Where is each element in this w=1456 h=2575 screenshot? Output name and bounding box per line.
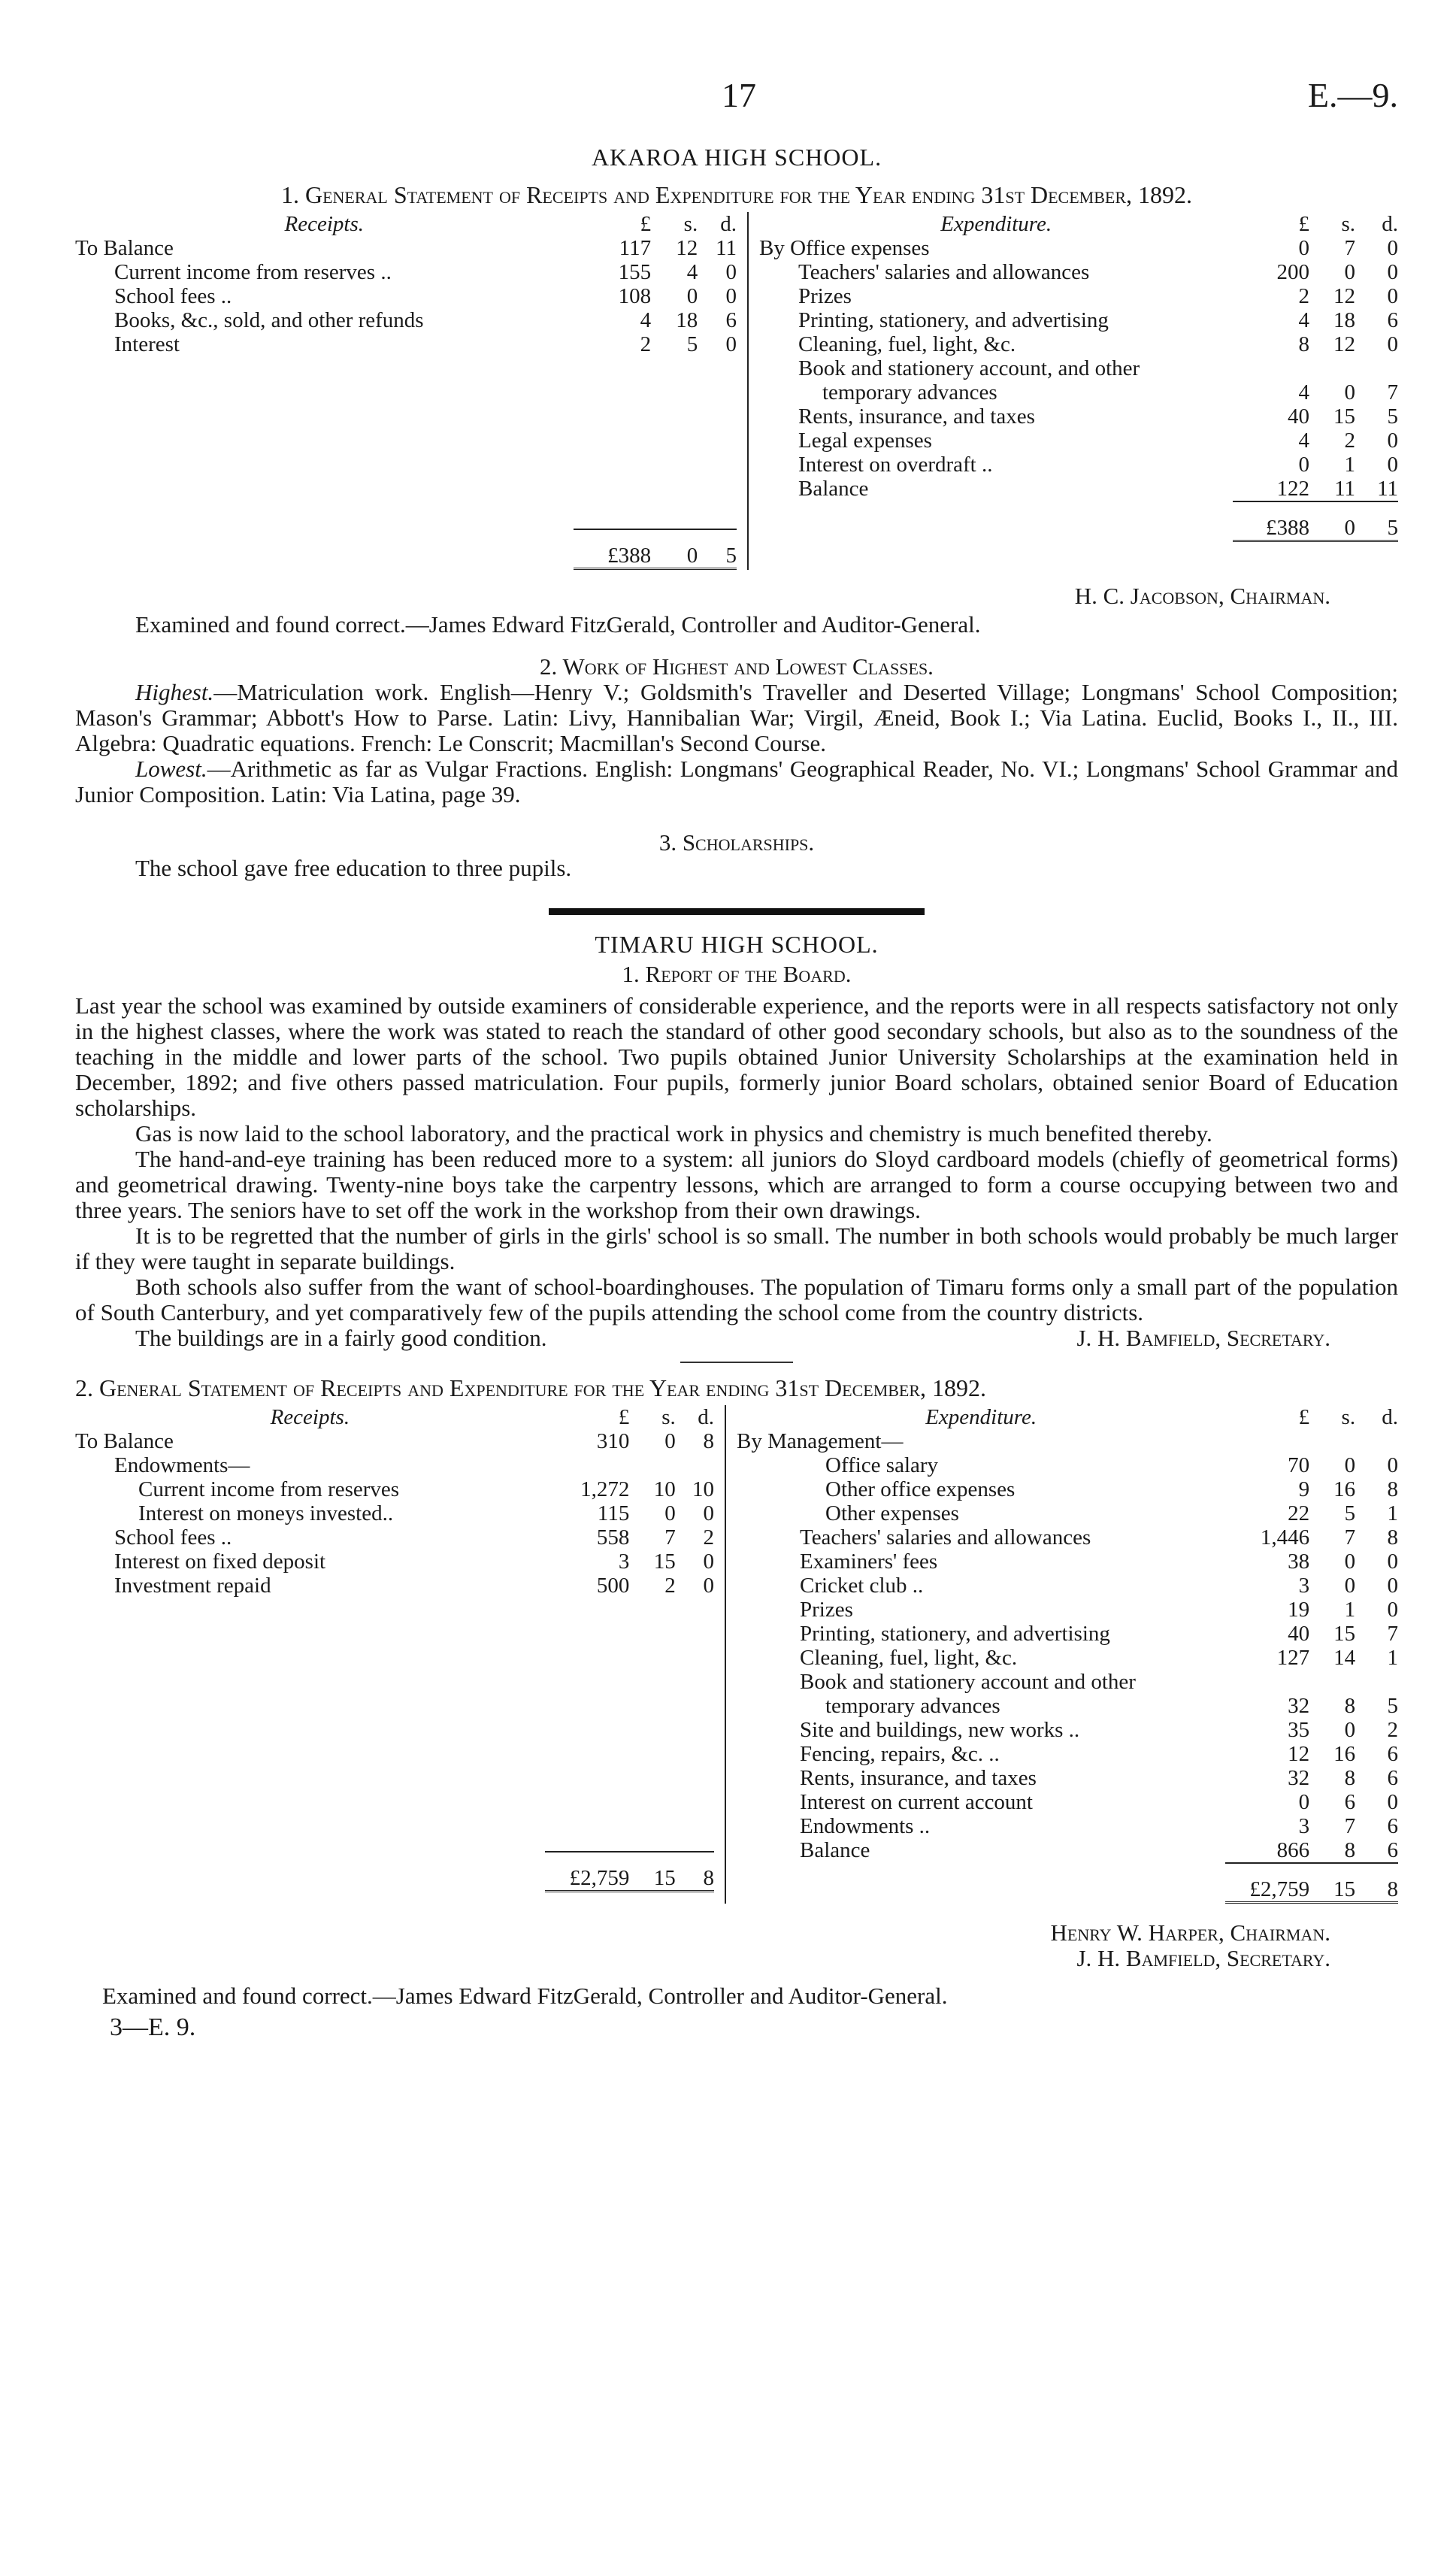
table-row: To Balance 310 0 8 <box>75 1429 714 1453</box>
table-row: To Balance 117 12 11 <box>75 236 737 260</box>
table-row: Cleaning, fuel, light, &c. 8 12 0 <box>798 332 1398 356</box>
akaroa-expenditure-table: Expenditure. £ s. d. By Office expenses 0 7 0 Teachers' salaries and allowances 200 0 0 Prizes 2 12 0 Printing, stationery, and advertising 4 18 6 Cleaning, fuel, light, &c. 8 12 0 Book and stationery account, and other temporary advances 4 0 7 Rents, insurance, and taxes 40 15 5 Legal expenses 4 2 0 Interest on overdraft .. 0 1 0 Balance 122 11 11 £388 0 5 <box>759 212 1398 540</box>
document-code: E.—9. <box>1307 76 1398 114</box>
table-row: Printing, stationery, and advertising 40 15 7 <box>800 1622 1398 1646</box>
table-row: Current income from reserves 1,272 10 10 <box>138 1477 714 1501</box>
table-row: Current income from reserves .. 155 4 0 <box>114 260 737 284</box>
table-row: temporary advances 4 0 7 <box>822 380 1398 404</box>
table-row: By Office expenses 0 7 0 <box>759 236 1398 260</box>
akaroa-statement-title: 1. General Statement of Receipts and Expenditure for the Year ending 31st December, 1892. <box>280 181 1193 208</box>
footer-code: 3—E. 9. <box>110 2013 196 2041</box>
akaroa-title: AKAROA HIGH SCHOOL. <box>591 144 882 171</box>
secretary-signature: J. H. Bamfield, Secretary. <box>1076 1325 1330 1351</box>
expenditure-total: £388 0 5 <box>759 501 1398 541</box>
timaru-accounts <box>75 1405 1398 1904</box>
report-paragraph: The hand-and-eye training has been reduced more to a system: all juniors do Sloyd cardboard models (chiefly of geometrical forms) and geometrical drawing. Twenty-nine boys take the carpentry lessons, which are arranged to form a course occupying between two and three years. The seniors have to set off the work in the workshop from their own drawings. <box>75 1146 1398 1223</box>
report-paragraph: Gas is now laid to the school laboratory, and the practical work in physics and chemistry is much benefited thereby. <box>135 1120 1212 1147</box>
timaru-expenditure <box>726 1405 1398 1904</box>
timaru-expenditure-table: Expenditure. £ s. d. By Management— Office salary 70 0 0 Other office expenses 9 16 8 Other expenses 22 5 1 Teachers' salaries and allowances 1,446 7 8 Examiners' fees 38 0 0 Cricket club .. 3 0 0 Prizes 19 1 0 Printing, stationery, and advertising 40 15 7 Cleaning, fuel, light, &c. 127 14 1 Book and stationery account and other temporary advances 32 8 5 Site and buildings, new works .. 35 0 2 Fencing, repairs, &c. .. 12 16 6 Rents, insurance, and taxes 32 8 6 Interest on current account 0 6 0 Endowments .. 3 7 6 Balance 866 8 6 £2,759 15 8 <box>737 1405 1398 1901</box>
akaroa-examined: Examined and found correct.—James Edward FitzGerald, Controller and Auditor-General. <box>135 611 981 638</box>
table-row: Interest on current account 0 6 0 <box>800 1790 1398 1814</box>
table-row: Examiners' fees 38 0 0 <box>800 1550 1398 1574</box>
table-row: temporary advances 32 8 5 <box>825 1694 1398 1718</box>
report-paragraph: Last year the school was examined by outside examiners of considerable experience, and the reports were in all respects satisfactory not only in the highest classes, where the work was stated to reach the standard of other good secondary schools, but also as to the soundness of the teaching in the middle and lower parts of the school. Two pupils obtained Junior University Scholarships at the examination held in December, 1892; and five others passed matriculation. Four pupils, formerly junior Board scholars, obtained senior Board of Education scholarships. <box>75 992 1398 1121</box>
table-row: Legal expenses 4 2 0 <box>798 429 1398 453</box>
table-row: School fees .. 558 7 2 <box>114 1525 714 1550</box>
buildings-line <box>75 1325 1398 1351</box>
table-row: School fees .. 108 0 0 <box>114 284 737 308</box>
table-row: Interest on overdraft .. 0 1 0 <box>798 453 1398 477</box>
table-row: Interest on fixed deposit 3 15 0 <box>114 1550 714 1574</box>
table-row: Rents, insurance, and taxes 32 8 6 <box>800 1766 1398 1790</box>
akaroa-receipts-table: Receipts. £ s. d. To Balance 117 12 11 Current income from reserves .. 155 4 0 School fees .. 108 0 0 Books, &c., sold, and other refunds 4 18 6 Interest 2 5 0 £388 0 5 <box>75 212 737 568</box>
scholarships-title: 3. Scholarships. <box>658 829 815 856</box>
table-row: Printing, stationery, and advertising 4 18 6 <box>798 308 1398 332</box>
timaru-chairman-signature: Henry W. Harper, Chairman. <box>1050 1919 1330 1946</box>
table-row: Office salary 70 0 0 <box>825 1453 1398 1477</box>
lowest-classes: Lowest.—Arithmetic as far as Vulgar Fractions. English: Longmans' Geographical Reader, No. VI.; Longmans' School Grammar and Junior Composition. Latin: Via Latina, page 39. <box>75 756 1398 807</box>
table-row: Endowments— <box>114 1453 250 1477</box>
timaru-statement-title: 2. General Statement of Receipts and Expenditure for the Year ending 31st December, 1892. <box>75 1374 987 1401</box>
report-paragraph: Both schools also suffer from the want of school-boardinghouses. The population of Timaru forms only a small part of the population of South Canterbury, and yet comparatively few of the pupils attending the school come from the country districts. <box>75 1274 1398 1325</box>
table-row: Endowments .. 3 7 6 <box>800 1814 1398 1838</box>
table-row: Other office expenses 9 16 8 <box>825 1477 1398 1501</box>
page-number: 17 <box>722 76 756 114</box>
table-row: Balance 866 8 6 <box>800 1838 1398 1862</box>
page <box>75 76 1398 2041</box>
expenditure-heading: Expenditure. <box>940 212 1052 236</box>
table-row: Fencing, repairs, &c. .. 12 16 6 <box>800 1742 1398 1766</box>
timaru-receipts <box>75 1405 726 1904</box>
timaru-examined: Examined and found correct.—James Edward FitzGerald, Controller and Auditor-General. <box>102 1983 948 2009</box>
expenditure-total: £2,759 15 8 <box>737 1863 1398 1903</box>
timaru-receipts-table: Receipts. £ s. d. To Balance 310 0 8 Endowments— Current income from reserves 1,272 10 10 Interest on moneys invested.. 115 0 0 School fees .. 558 7 2 Interest on fixed deposit 3 15 0 Investment repaid 500 2 0 £2,759 15 8 <box>75 1405 714 1890</box>
scholarships-text: The school gave free education to three pupils. <box>135 855 572 881</box>
akaroa-expenditure <box>749 212 1398 570</box>
table-row: Books, &c., sold, and other refunds 4 18 6 <box>114 308 737 332</box>
receipts-heading: Receipts. <box>284 212 365 236</box>
table-row: Interest on moneys invested.. 115 0 0 <box>138 1501 714 1525</box>
report-paragraph: It is to be regretted that the number of girls in the girls' school is so small. The number in both schools would probably be much larger if they were taught in separate buildings. <box>75 1222 1398 1274</box>
table-row: Interest 2 5 0 <box>114 332 737 356</box>
receipts-heading: Receipts. <box>270 1405 350 1429</box>
akaroa-accounts <box>75 212 1398 570</box>
board-report-title: 1. Report of the Board. <box>622 961 852 987</box>
table-row: Prizes 2 12 0 <box>798 284 1398 308</box>
table-row: Book and stationery account and other <box>800 1670 1136 1694</box>
table-row: Cleaning, fuel, light, &c. 127 14 1 <box>800 1646 1398 1670</box>
table-row: Prizes 19 1 0 <box>800 1598 1398 1622</box>
table-row: Investment repaid 500 2 0 <box>114 1574 714 1598</box>
table-row: Book and stationery account, and other <box>798 356 1140 380</box>
table-row: By Management— <box>737 1429 904 1453</box>
timaru-title: TIMARU HIGH SCHOOL. <box>595 931 879 958</box>
akaroa-signature: H. C. Jacobson, Chairman. <box>1074 583 1330 609</box>
receipts-total: £2,759 15 8 <box>75 1852 714 1892</box>
expenditure-heading: Expenditure. <box>925 1405 1037 1429</box>
table-row: Balance 122 11 11 <box>798 477 1398 501</box>
section-divider <box>549 908 925 915</box>
akaroa-receipts <box>75 212 749 570</box>
table-row: Site and buildings, new works .. 35 0 2 <box>800 1718 1398 1742</box>
work-classes-title: 2. Work of Highest and Lowest Classes. <box>540 653 934 680</box>
timaru-secretary-signature: J. H. Bamfield, Secretary. <box>1076 1945 1330 1971</box>
highest-classes: Highest.—Matriculation work. English—Henry V.; Goldsmith's Traveller and Deserted Village; Longmans' School Composition; Mason's Grammar; Abbott's How to Parse. Latin: Livy, Hannibalian War; Virgil, Æneid, Book I.; Via Latina. Euclid, Books I., II., III. Algebra: Quadratic equations. French: Le Conscrit; Macmillan's Second Course. <box>75 679 1398 756</box>
table-row: Cricket club .. 3 0 0 <box>800 1574 1398 1598</box>
page-header <box>75 76 1398 128</box>
table-row: Other expenses 22 5 1 <box>825 1501 1398 1525</box>
table-row: Rents, insurance, and taxes 40 15 5 <box>798 404 1398 429</box>
buildings-text: The buildings are in a fairly good condition. <box>135 1325 547 1351</box>
receipts-total: £388 0 5 <box>75 529 737 569</box>
short-divider <box>680 1362 793 1363</box>
table-row: Teachers' salaries and allowances 200 0 0 <box>798 260 1398 284</box>
table-row: Teachers' salaries and allowances 1,446 7 8 <box>800 1525 1398 1550</box>
